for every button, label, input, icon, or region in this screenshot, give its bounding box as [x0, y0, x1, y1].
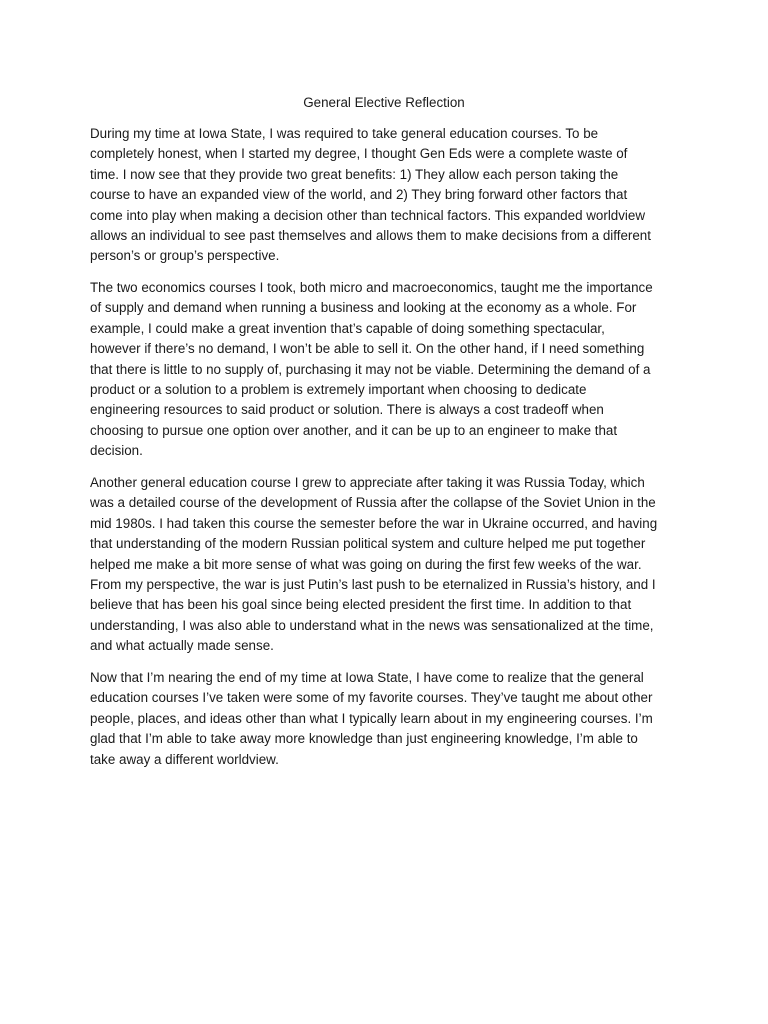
text-line: take away a different worldview.: [90, 751, 279, 767]
text-line: education courses I’ve taken were some of my favorite courses. They’ve taught me about other: [90, 690, 653, 706]
paragraph-russia-today: [90, 473, 657, 657]
text-line: and what actually made sense.: [90, 638, 274, 654]
text-line: mid 1980s. I had taken this course the semester before the war in Ukraine occurred, and having: [90, 515, 658, 531]
text-line: helped me make a bit more sense of what was going on during the first few weeks of the war.: [90, 556, 642, 572]
text-line: course to have an expanded view of the world, and 2) They bring forward other factors that: [90, 187, 628, 203]
text-line: example, I could make a great invention that’s capable of doing something spectacular,: [90, 320, 605, 336]
text-line: understanding, I was also able to understand what in the news was sensationalized at the time,: [90, 617, 654, 633]
text-line: Now that I’m nearing the end of my time at Iowa State, I have come to realize that the general: [90, 670, 644, 685]
text-line: choosing to pursue one option over another, and it can be up to an engineer to make that: [90, 422, 618, 438]
text-line: believe that has been his goal since being elected president the first time. In addition to that: [90, 597, 632, 613]
paragraph-conclusion: [90, 668, 653, 770]
paragraph-economics: [90, 278, 653, 462]
text-line: Another general education course I grew to appreciate after taking it was Russia Today, which: [90, 475, 645, 490]
text-line: decision.: [90, 443, 143, 459]
text-line: From my perspective, the war is just Putin’s last push to be eternalized in Russia’s history, and I: [90, 577, 656, 593]
text-line: product or a solution to a problem is extremely important when choosing to dedicate: [90, 382, 587, 398]
text-line: that understanding of the modern Russian political system and culture helped me put together: [90, 536, 646, 552]
text-line: engineering resources to said product or solution. There is always a cost tradeoff when: [90, 402, 604, 418]
text-line: allows an individual to see past themselves and allows them to make decisions from a different: [90, 228, 651, 244]
text-line: that there is little to no supply of, purchasing it may not be viable. Determining the demand of a: [90, 361, 651, 377]
text-line: people, places, and ideas other than what I typically learn about in my engineering courses. I’m: [90, 710, 653, 726]
text-line: of supply and demand when running a business and looking at the economy as a whole. For: [90, 300, 637, 316]
text-line: completely honest, when I started my degree, I thought Gen Eds were a complete waste of: [90, 146, 628, 162]
text-line: The two economics courses I took, both micro and macroeconomics, taught me the importance: [90, 280, 653, 295]
text-line: time. I now see that they provide two great benefits: 1) They allow each person taking the: [90, 166, 619, 182]
text-line: glad that I’m able to take away more knowledge than just engineering knowledge, I’m able to: [90, 731, 638, 747]
text-line: person’s or group’s perspective.: [90, 248, 280, 264]
text-line: was a detailed course of the development of Russia after the collapse of the Soviet Union in the: [90, 495, 656, 511]
paragraph-gen-ed-intro: [90, 124, 651, 267]
text-line: come into play when making a decision other than technical factors. This expanded worldview: [90, 207, 646, 223]
document-title: General Elective Reflection: [303, 95, 465, 110]
text-line: During my time at Iowa State, I was required to take general education courses. To be: [90, 126, 599, 141]
text-line: however if there’s no demand, I won’t be able to sell it. On the other hand, if I need something: [90, 341, 645, 357]
